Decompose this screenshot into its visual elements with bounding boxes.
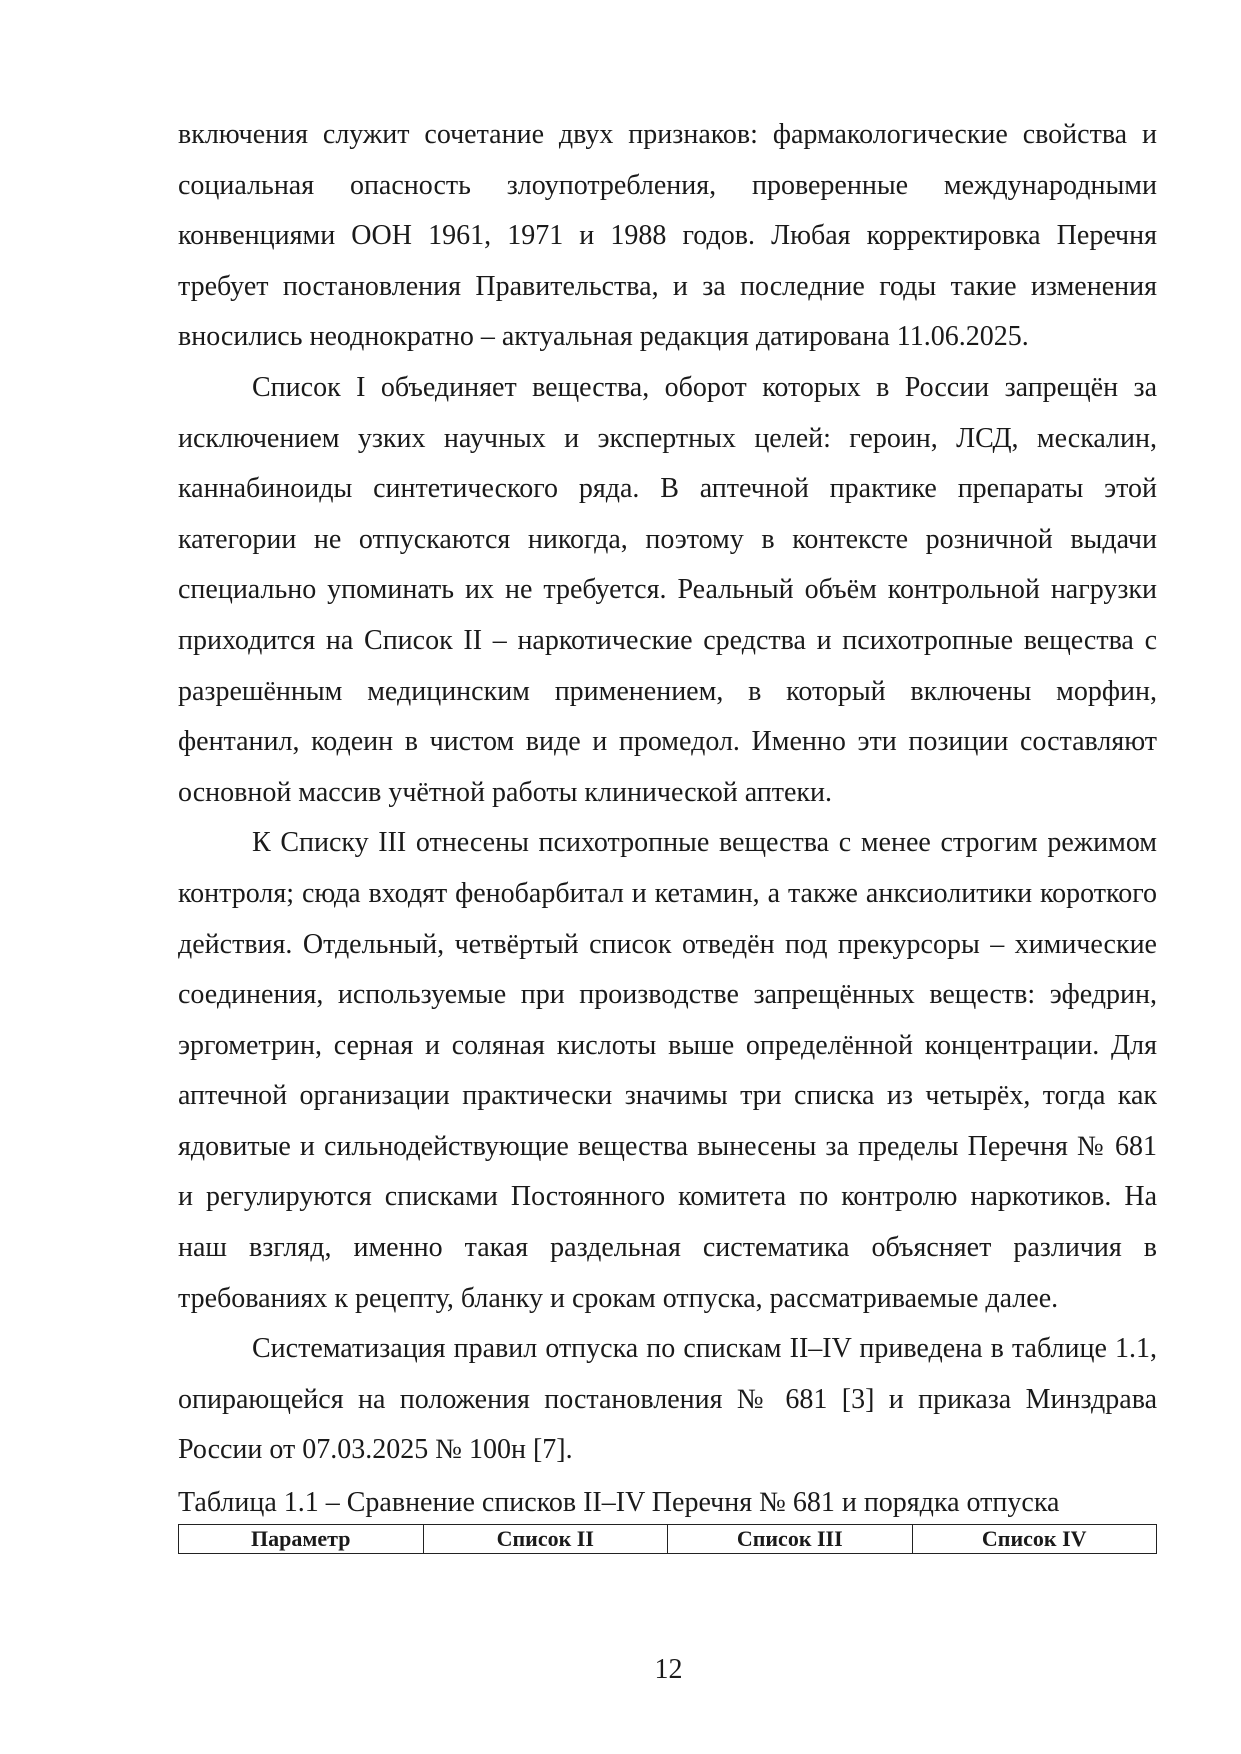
- table-header-cell: Список III: [668, 1525, 913, 1554]
- comparison-table: [178, 1524, 1157, 1554]
- table-header-cell: Список IV: [912, 1525, 1157, 1554]
- table-header-row: [179, 1525, 1157, 1554]
- table-caption: Таблица 1.1 – Сравнение списков II–IV Перечня № 681 и порядка отпуска: [178, 1487, 1060, 1519]
- table-header-cell: Параметр: [179, 1525, 424, 1554]
- page-number: 12: [654, 1654, 683, 1685]
- paragraph-systematization: Систематизация правил отпуска по спискам II–IV приведена в таблице 1.1, опирающейся на положения постановления № 681 [3] и приказа Минздрава России от 07.03.2025 № 100н [7].: [178, 1333, 1157, 1466]
- paragraph-list-one: Список I объединяет вещества, оборот которых в России запрещён за исключением узких научных и экспертных целей: героин, ЛСД, мескалин, каннабиноиды синтетического ряда. В аптечной практике препараты этой категории не отпускаются никогда, поэтому в контексте розничной выдачи специально упоминать их не требуется. Реальный объём контрольной нагрузки приходится на Список II – наркотические средства и психотропные вещества с разрешённым медицинским применением, в который включены морфин, фентанил, кодеин в чистом виде и промедол. Именно эти позиции составляют основной массив учётной работы клинической аптеки.: [178, 371, 1157, 808]
- table-header-cell: Список II: [423, 1525, 668, 1554]
- paragraph-list-three-four: К Списку III отнесены психотропные вещества с менее строгим режимом контроля; сюда входят фенобарбитал и кетамин, а также анксиолитики короткого действия. Отдельный, четвёртый список отведён под прекурсоры – химические соединения, используемые при производстве запрещённых веществ: эфедрин, эргометрин, серная и соляная кислоты выше определённой концентрации. Для аптечной организации практически значимы три списка из четырёх, тогда как ядовитые и сильнодействующие вещества вынесены за пределы Перечня № 681 и регулируются списками Постоянного комитета по контролю наркотиков. На наш взгляд, именно такая раздельная систематика объясняет различия в требованиях к рецепту, бланку и срокам отпуска, рассматриваемые далее.: [178, 827, 1157, 1314]
- document-page: [178, 110, 1157, 1554]
- paragraph-continuation: включения служит сочетание двух признаков: фармакологические свойства и социальная опасность злоупотребления, проверенные международными конвенциями ООН 1961, 1971 и 1988 годов. Любая корректировка Перечня требует постановления Правительства, и за последние годы такие изменения вносились неоднократно – актуальная редакция датирована 11.06.2025.: [178, 119, 1157, 353]
